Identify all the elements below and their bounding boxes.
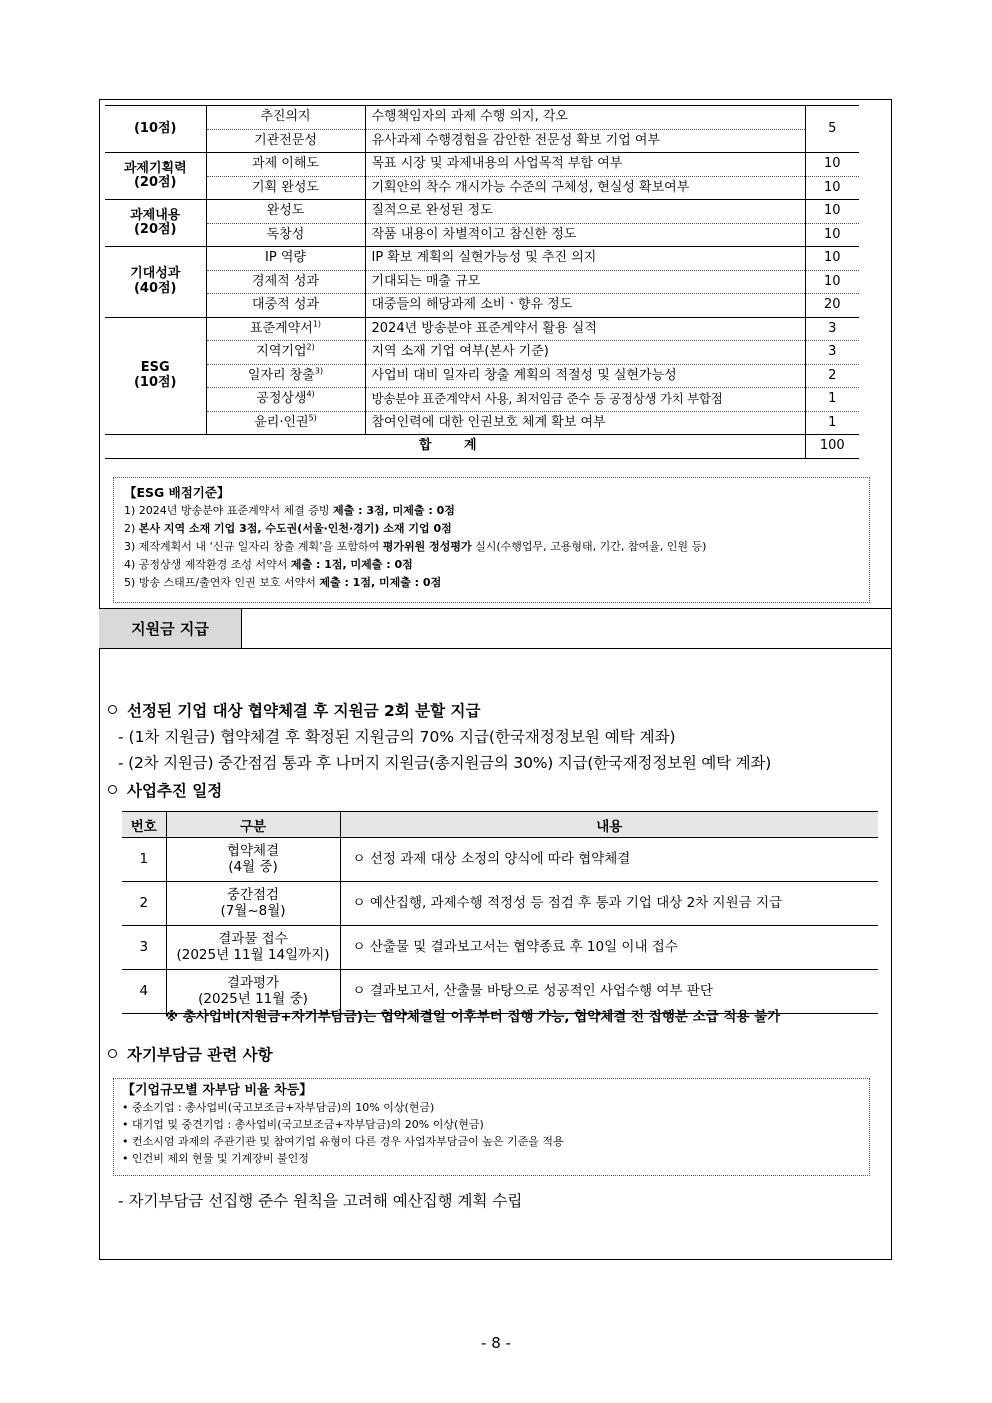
row-number: 3: [122, 926, 166, 970]
score-cell: 10: [805, 270, 859, 294]
table-row: [122, 926, 878, 970]
score-cell: 20: [805, 294, 859, 318]
row-label: 중간점검 (7월~8월): [166, 882, 340, 926]
item-cell: 과제 이해도: [206, 153, 365, 177]
category-cell: (10점): [105, 106, 206, 153]
self-share-heading: 자기부담금 관련 사항: [108, 1043, 273, 1065]
item-cell: 윤리·인권$^{5)}$: [206, 411, 365, 435]
desc-cell: 대중들의 해당과제 소비ㆍ향유 정도: [365, 294, 805, 318]
evaluation-table: [105, 105, 859, 459]
desc-cell: 유사과제 수행경험을 감안한 전문성 확보 기업 여부: [365, 129, 805, 153]
esg-criteria-line: 2) 본사 지역 소재 기업 3점, 수도권(서울·인천·경기) 소재 기업 0점: [124, 522, 452, 535]
table-row: [105, 411, 859, 435]
payment-sub-1: - (1차 지원금) 협약체결 후 확정된 지원금의 70% 지급(한국재정정보원 예탁 계좌): [118, 728, 676, 746]
table-row: [105, 317, 859, 341]
esg-criteria-line: 4) 공정상생 제작환경 조성 서약서 제출 : 1점, 미제출 : 0점: [124, 558, 413, 571]
payment-heading: 선정된 기업 대상 협약체결 후 지원금 2회 분할 지급: [108, 699, 480, 721]
desc-cell: 기대되는 매출 규모: [365, 270, 805, 294]
item-cell: 표준계약서$^{1)}$: [206, 317, 365, 341]
table-row: [105, 247, 859, 271]
desc-cell: 사업비 대비 일자리 창출 계획의 적절성 및 실현가능성: [365, 364, 805, 388]
category-cell: 과제기획력 (20점): [105, 153, 206, 200]
item-cell: 완성도: [206, 200, 365, 224]
total-score: 100: [805, 435, 859, 459]
esg-criteria-box: [113, 477, 870, 603]
item-cell: 기획 완성도: [206, 176, 365, 200]
row-label: 결과평가 (2025년 11월 중): [166, 970, 340, 1014]
page-number: - 8 -: [481, 1334, 511, 1352]
schedule-note: ※ 총사업비(지원금+자기부담금)는 협약체결일 이후부터 집행 가능, 협약체결 전 집행분 소급 적용 불가: [165, 1009, 781, 1025]
esg-criteria-line: 3) 제작계획서 내 ‘신규 일자리 창출 계획’을 포함하여 평가위원 정성평가 실시(수행업무, 고용형태, 기간, 참여율, 인원 등): [124, 540, 707, 553]
circle-bullet-icon: [108, 705, 117, 714]
desc-cell: 기획안의 착수 개시가능 수준의 구체성, 현실성 확보여부: [365, 176, 805, 200]
table-row: [105, 270, 859, 294]
table-row: [122, 882, 878, 926]
category-cell: ESG (10점): [105, 317, 206, 435]
desc-cell: IP 확보 계획의 실현가능성 및 추진 의지: [365, 247, 805, 271]
score-cell: 10: [805, 176, 859, 200]
table-row: [105, 176, 859, 200]
table-row: [105, 388, 859, 412]
row-number: 4: [122, 970, 166, 1014]
table-header-row: [122, 812, 878, 838]
self-share-box: [113, 1078, 870, 1176]
desc-cell: 2024년 방송분야 표준계약서 활용 실적: [365, 317, 805, 341]
row-label: 협약체결 (4월 중): [166, 838, 340, 882]
item-cell: IP 역량: [206, 247, 365, 271]
table-row: [105, 294, 859, 318]
score-cell: 10: [805, 200, 859, 224]
item-cell: 추진의지: [206, 106, 365, 130]
item-cell: 공정상생$^{4)}$: [206, 388, 365, 412]
item-cell: 대중적 성과: [206, 294, 365, 318]
circle-bullet-icon: [108, 785, 117, 794]
column-header: 번호: [122, 812, 166, 838]
table-row: [105, 200, 859, 224]
self-share-sub: - 자기부담금 선집행 준수 원칙을 고려해 예산집행 계획 수립: [118, 1192, 523, 1210]
self-share-box-title: 【기업규모별 자부담 비율 차등】: [122, 1083, 313, 1098]
desc-cell: 방송분야 표준계약서 사용, 최저임금 준수 등 공정상생 가치 부합점: [365, 388, 805, 412]
score-cell: 3: [805, 341, 859, 365]
score-cell: 1: [805, 411, 859, 435]
table-row: [105, 129, 859, 153]
item-cell: 지역기업$^{2)}$: [206, 341, 365, 365]
row-content: ㅇ 예산집행, 과제수행 적정성 등 점검 후 통과 기업 대상 2차 지원금 지급: [340, 882, 878, 926]
table-row: [105, 153, 859, 177]
payment-sub-2: - (2차 지원금) 중간점검 통과 후 나머지 지원금(총지원금의 30%) 지급(한국재정정보원 예탁 계좌): [118, 754, 772, 772]
score-cell: 1: [805, 388, 859, 412]
self-share-item: • 대기업 및 중견기업 : 총사업비(국고보조금+자부담금)의 20% 이상(현금): [122, 1118, 484, 1131]
schedule-table: [122, 811, 878, 1014]
desc-cell: 수행책임자의 과제 수행 의지, 각오: [365, 106, 805, 130]
category-cell: 기대성과 (40점): [105, 247, 206, 318]
table-row: [122, 838, 878, 882]
row-number: 1: [122, 838, 166, 882]
score-cell: 10: [805, 223, 859, 247]
self-share-item: • 중소기업 : 총사업비(국고보조금+자부담금)의 10% 이상(현금): [122, 1101, 435, 1114]
total-label: 합 계: [105, 435, 805, 459]
category-cell: 과제내용 (20점): [105, 200, 206, 247]
section-title: 지원금 지급: [99, 609, 242, 648]
score-cell: 10: [805, 153, 859, 177]
column-header: 구분: [166, 812, 340, 838]
item-cell: 기관전문성: [206, 129, 365, 153]
row-label: 결과물 접수 (2025년 11월 14일까지): [166, 926, 340, 970]
score-cell: 5: [805, 106, 859, 153]
desc-cell: 목표 시장 및 과제내용의 사업목적 부합 여부: [365, 153, 805, 177]
self-share-item: • 컨소시엄 과제의 주관기관 및 참여기업 유형이 다른 경우 사업자부담금이 높은 기준을 적용: [122, 1135, 564, 1148]
table-row: [105, 341, 859, 365]
table-row: [105, 106, 859, 130]
column-header: 내용: [340, 812, 878, 838]
schedule-heading: 사업추진 일정: [108, 779, 222, 801]
item-cell: 경제적 성과: [206, 270, 365, 294]
desc-cell: 질적으로 완성된 정도: [365, 200, 805, 224]
row-content: ㅇ 선정 과제 대상 소정의 양식에 따라 협약체결: [340, 838, 878, 882]
esg-criteria-line: 1) 2024년 방송분야 표준계약서 체결 증빙 제출 : 3점, 미제출 : 0점: [124, 504, 455, 517]
score-cell: 3: [805, 317, 859, 341]
row-content: ㅇ 결과보고서, 산출물 바탕으로 성공적인 사업수행 여부 판단: [340, 970, 878, 1014]
desc-cell: 지역 소재 기업 여부(본사 기준): [365, 341, 805, 365]
section-header: [99, 608, 892, 649]
circle-bullet-icon: [108, 1049, 117, 1058]
item-cell: 독창성: [206, 223, 365, 247]
score-cell: 10: [805, 247, 859, 271]
esg-criteria-title: 【ESG 배점기준】: [124, 485, 230, 500]
esg-criteria-line: 5) 방송 스태프/출연자 인권 보호 서약서 제출 : 1점, 미제출 : 0점: [124, 576, 442, 589]
self-share-item: • 인건비 제외 현물 및 기계장비 불인정: [122, 1152, 309, 1165]
desc-cell: 작품 내용이 차별적이고 참신한 정도: [365, 223, 805, 247]
desc-cell: 참여인력에 대한 인권보호 체계 확보 여부: [365, 411, 805, 435]
row-number: 2: [122, 882, 166, 926]
score-cell: 2: [805, 364, 859, 388]
item-cell: 일자리 창출$^{3)}$: [206, 364, 365, 388]
table-row: [105, 223, 859, 247]
row-content: ㅇ 산출물 및 결과보고서는 협약종료 후 10일 이내 접수: [340, 926, 878, 970]
table-row: [105, 364, 859, 388]
total-row: [105, 435, 859, 459]
